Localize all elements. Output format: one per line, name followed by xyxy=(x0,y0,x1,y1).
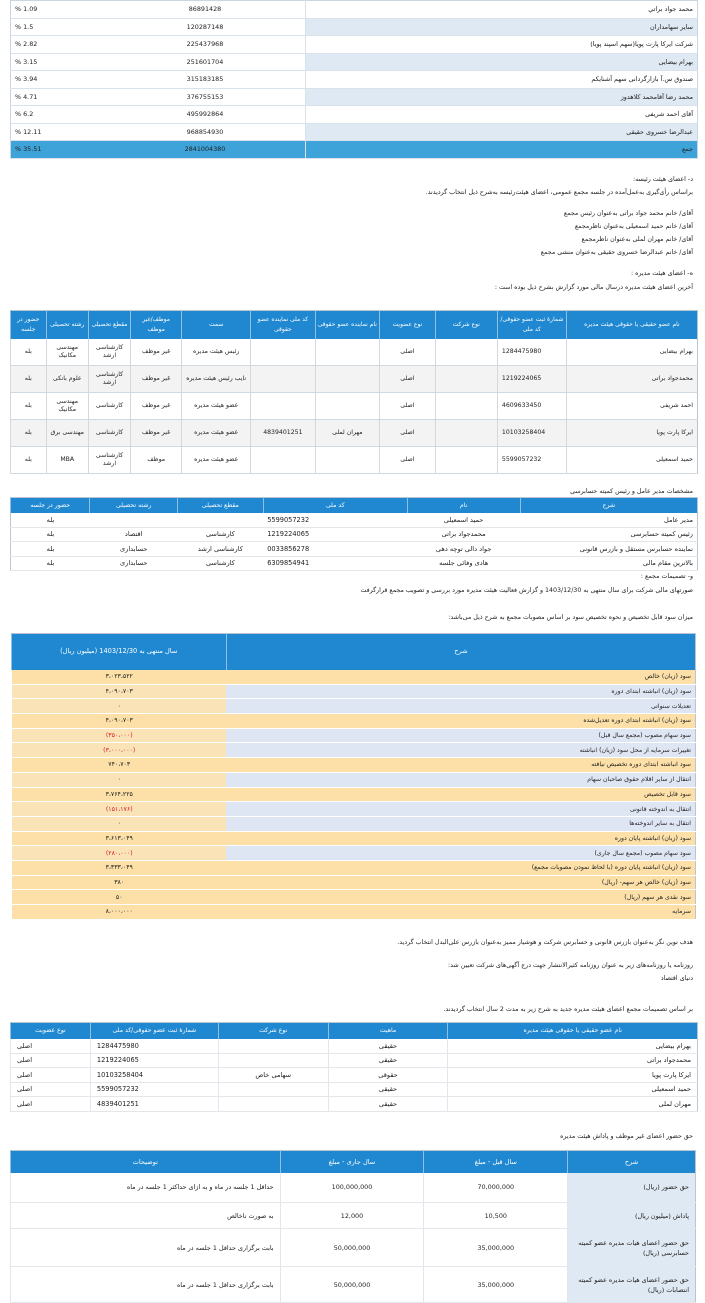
managers-cell: اقتصاد xyxy=(90,527,178,542)
remuneration-cell: پاداش (میلیون ریال) xyxy=(568,1203,696,1229)
shareholder-shares: 86891428 xyxy=(105,1,305,19)
profit-value: ۸،۰۰۰،۰۰۰ xyxy=(11,905,226,920)
profit-value: ۴،۰۹۰،۷۰۳ xyxy=(11,714,226,729)
board-cell xyxy=(315,447,379,474)
board-cell: مهندسی مکانیک xyxy=(46,339,88,366)
board-header: کد ملی نماینده عضو حقوقی xyxy=(251,311,315,339)
nominees-cell: 5599057232 xyxy=(90,1082,218,1097)
shareholder-shares: 2841004380 xyxy=(105,141,305,159)
table-row xyxy=(11,447,698,474)
nominees-cell: مهران لملی xyxy=(448,1097,698,1112)
profit-head-desc: شرح xyxy=(226,634,695,670)
presidium-line: آقای/ خانم مهران لملی به‌عنوان ناظرمجمع xyxy=(581,236,693,243)
board-header: مقطع تحصیلی xyxy=(88,311,130,339)
presidium-line: آقای/ خانم حمید اسمعیلی به‌عنوان ناظرمجمع xyxy=(574,223,693,230)
board-cell xyxy=(251,366,315,393)
table-row xyxy=(11,699,696,714)
shareholder-pct: % 35.51 xyxy=(11,141,106,159)
nominees-cell: حمید اسمعیلی xyxy=(448,1082,698,1097)
managers-cell xyxy=(178,513,264,528)
table-row xyxy=(11,860,696,875)
board-cell: غیر موظف xyxy=(131,339,182,366)
board-cell: غیر موظف xyxy=(131,393,182,420)
table-row xyxy=(11,88,698,106)
profit-desc: تغییرات سرمایه از محل سود (زیان) انباشته xyxy=(226,743,695,758)
nominees-cell xyxy=(218,1097,328,1112)
nominees-header: ماهیت xyxy=(328,1023,448,1039)
board-cell: علوم بانکی xyxy=(46,366,88,393)
managers-cell: جواد دالی توچه دهی xyxy=(407,542,520,557)
table-row xyxy=(11,339,698,366)
managers-table xyxy=(10,497,698,571)
profit-value: (۲۸۰،۰۰۰) xyxy=(11,846,226,861)
remuneration-cell: حق حضور اعضای هیات مدیره عضو کمیته انتصابات (ریال) xyxy=(568,1267,696,1303)
table-row xyxy=(11,684,696,699)
table-row xyxy=(11,1,698,19)
shareholder-shares: 120287148 xyxy=(105,18,305,36)
managers-cell: مدیر عامل xyxy=(520,513,697,528)
remuneration-cell: 35,000,000 xyxy=(424,1229,568,1267)
profit-intro: میزان سود قابل تخصیص و نحوه تخصیص سود بر اساس مصوبات مجمع به شرح ذیل می‌باشد: xyxy=(448,614,693,621)
profit-desc: سود (زیان) انباشته ابتدای دوره تعدیل‌شده xyxy=(226,714,695,729)
remuneration-cell: بابت برگزاری حداقل 1 جلسه در ماه xyxy=(11,1229,281,1267)
managers-cell: بله xyxy=(11,527,90,542)
table-row xyxy=(11,420,698,447)
board-cell: کارشناسی xyxy=(88,420,130,447)
remuneration-header: سال قبل - مبلغ xyxy=(424,1151,568,1173)
nominees-cell xyxy=(218,1082,328,1097)
board-cell: بله xyxy=(11,366,47,393)
nominees-cell: حقیقی xyxy=(328,1097,448,1112)
board-cell xyxy=(435,447,497,474)
shareholder-shares: 251601704 xyxy=(105,53,305,71)
board-header: نام عضو حقیقی یا حقوقی هیئت مدیره xyxy=(566,311,697,339)
board-cell: 4839401251 xyxy=(251,420,315,447)
board-header: موظف/غیر موظف xyxy=(131,311,182,339)
table-row xyxy=(11,1229,696,1267)
table-row xyxy=(11,36,698,54)
board-cell: مهران لملی xyxy=(315,420,379,447)
table-row xyxy=(11,1097,698,1112)
table-row xyxy=(11,542,698,557)
board-cell: عضو هیئت مدیره xyxy=(182,420,251,447)
nominees-cell: اصلی xyxy=(11,1097,91,1112)
profit-desc: سود سهام مصوب (مجمع سال قبل) xyxy=(226,728,695,743)
table-row xyxy=(11,366,698,393)
board-header: نام نماینده عضو حقوقی xyxy=(315,311,379,339)
shareholder-name: سایر سهامداران xyxy=(305,18,697,36)
board-cell xyxy=(251,447,315,474)
managers-header: مقطع تحصیلی xyxy=(178,498,264,513)
board-cell: MBA xyxy=(46,447,88,474)
shareholders-table xyxy=(10,0,698,159)
nominees-cell: 10103258404 xyxy=(90,1068,218,1083)
shareholder-shares: 968854930 xyxy=(105,123,305,141)
table-row xyxy=(11,831,696,846)
nominees-cell: 4839401251 xyxy=(90,1097,218,1112)
shareholder-shares: 376755153 xyxy=(105,88,305,106)
table-row xyxy=(11,875,696,890)
table-row xyxy=(11,905,696,920)
shareholder-pct: % 6.2 xyxy=(11,106,106,124)
board-cell: احمد شریفی xyxy=(566,393,697,420)
remuneration-cell: 70,000,000 xyxy=(424,1173,568,1203)
table-row xyxy=(11,71,698,89)
managers-cell: کارشناسی ارشد xyxy=(178,542,264,557)
shareholder-name: محمد رضا آقامحمد کلاهدوز xyxy=(305,88,697,106)
nominees-cell: اصلی xyxy=(11,1053,91,1068)
board-cell xyxy=(435,366,497,393)
board-cell: حمید اسمعیلی xyxy=(566,447,697,474)
managers-cell: حسابداری xyxy=(90,542,178,557)
board-cell xyxy=(315,339,379,366)
shareholder-pct: % 1.09 xyxy=(11,1,106,19)
decisions-line: صورتهای مالی شرکت برای سال منتهی به 1403/12/30 و گزارش فعالیت هیئت مدیره مورد بررسی و تصویب مجمع قرارگرفت xyxy=(360,587,693,594)
managers-cell: 5599057232 xyxy=(263,513,407,528)
table-row xyxy=(11,728,696,743)
profit-desc: انتقال به اندوخته قانونی xyxy=(226,802,695,817)
remuneration-cell: حق حضور اعضای هیات مدیره عضو کمیته حسابرسی (ریال) xyxy=(568,1229,696,1267)
decisions-title: و- تصمیمات مجمع : xyxy=(640,573,693,580)
managers-header: شرح xyxy=(520,498,697,513)
managers-cell: بله xyxy=(11,513,90,528)
managers-cell: بله xyxy=(11,556,90,571)
nominees-cell: اصلی xyxy=(11,1068,91,1083)
nominees-cell: 1219224065 xyxy=(90,1053,218,1068)
shareholder-pct: % 1.5 xyxy=(11,18,106,36)
shareholder-name: شرکت ایرکا پارت پویا(سهم اسپند پویا) xyxy=(305,36,697,54)
board-header: شمارهٔ ثبت عضو حقوقی/کد ملی xyxy=(497,311,566,339)
board-cell xyxy=(435,339,497,366)
table-row xyxy=(11,513,698,528)
profit-value: ۰ xyxy=(11,699,226,714)
table-row xyxy=(11,1053,698,1068)
managers-cell: کارشناسی xyxy=(178,556,264,571)
profit-value: ۳۸۰ xyxy=(11,875,226,890)
table-row xyxy=(11,1203,696,1229)
nominees-cell: اصلی xyxy=(11,1039,91,1054)
profit-value: (۳۵۰،۰۰۰) xyxy=(11,728,226,743)
board-cell: اصلی xyxy=(380,366,436,393)
managers-header: حضور در جلسه xyxy=(11,498,90,513)
profit-value: ۳،۰۲۳،۵۲۲ xyxy=(11,670,226,685)
remuneration-cell: 50,000,000 xyxy=(280,1267,424,1303)
nominees-cell: حقیقی xyxy=(328,1053,448,1068)
shareholder-name: محمد جواد براتي xyxy=(305,1,697,19)
board-cell: بله xyxy=(11,447,47,474)
nominees-cell: سهامی خاص xyxy=(218,1068,328,1083)
board-cell xyxy=(435,420,497,447)
nominees-header: نوع عضویت xyxy=(11,1023,91,1039)
board-header: نوع عضویت xyxy=(380,311,436,339)
total-row xyxy=(11,141,698,159)
table-row xyxy=(11,106,698,124)
board-cell: بله xyxy=(11,420,47,447)
board-cell xyxy=(315,393,379,420)
table-row xyxy=(11,758,696,773)
table-row xyxy=(11,890,696,905)
board-cell: نایب رئیس هیئت مدیره xyxy=(182,366,251,393)
nominees-cell: حقیقی xyxy=(328,1039,448,1054)
profit-value: ۴،۰۹۰،۷۰۳ xyxy=(11,684,226,699)
nominees-cell: ایرکا پارت پویا xyxy=(448,1068,698,1083)
managers-header: نام xyxy=(407,498,520,513)
shareholder-name: صندوق س.آ بازارگردانی سهم آشنایکم xyxy=(305,71,697,89)
board-section-intro: آخرین اعضای هیئت مدیره درسال مالی مورد گزارش بشرح ذیل بوده است : xyxy=(494,284,693,291)
managers-cell: 6309854941 xyxy=(263,556,407,571)
remuneration-cell: 10,500 xyxy=(424,1203,568,1229)
shareholder-shares: 495992864 xyxy=(105,106,305,124)
remuneration-cell: حق حضور (ریال) xyxy=(568,1173,696,1203)
board-header: حضور در جلسه xyxy=(11,311,47,339)
profit-desc: سود (زیان) خالص هر سهم- (ریال) xyxy=(226,875,695,890)
table-row xyxy=(11,816,696,831)
board-cell: کارشناسی ارشد xyxy=(88,447,130,474)
table-row xyxy=(11,1173,696,1203)
nominees-cell: بهرام بیضایی xyxy=(448,1039,698,1054)
board-cell: بهرام بیضایی xyxy=(566,339,697,366)
profit-value: ۰ xyxy=(11,772,226,787)
board-cell xyxy=(435,393,497,420)
table-row xyxy=(11,527,698,542)
profit-desc: انتقال به سایر اندوخته‌ها xyxy=(226,816,695,831)
table-row xyxy=(11,1267,696,1303)
remuneration-title: حق حضور اعضای غیر موظف و پاداش هیئت مدیره xyxy=(560,1133,693,1140)
managers-cell xyxy=(90,513,178,528)
remuneration-cell: 100,000,000 xyxy=(280,1173,424,1203)
remuneration-header: شرح xyxy=(568,1151,696,1173)
managers-cell: حمید اسمعیلی xyxy=(407,513,520,528)
managers-cell: محمدجواد براتی xyxy=(407,527,520,542)
table-row xyxy=(11,772,696,787)
table-row xyxy=(11,714,696,729)
profit-value: ۳،۳۳۳،۰۴۹ xyxy=(11,860,226,875)
shareholder-pct: % 12.11 xyxy=(11,123,106,141)
board-cell: بله xyxy=(11,339,47,366)
board-table xyxy=(10,310,698,474)
board-cell: 1284475980 xyxy=(497,339,566,366)
board-cell: غیر موظف xyxy=(131,366,182,393)
table-row xyxy=(11,393,698,420)
table-row xyxy=(11,670,696,685)
table-row xyxy=(11,846,696,861)
shareholder-name: جمع xyxy=(305,141,697,159)
managers-header: رشته تحصیلی xyxy=(90,498,178,513)
shareholder-name: آقای احمد شریفی xyxy=(305,106,697,124)
profit-desc: انتقال از سایر اقلام حقوق صاحبان سهام xyxy=(226,772,695,787)
new-board-intro: بر اساس تصمیمات مجمع اعضای هیئت مدیره جدید به شرح زیر به مدت 2 سال انتخاب گردیدند. xyxy=(443,1006,693,1013)
managers-cell: 0033856278 xyxy=(263,542,407,557)
board-cell: موظف xyxy=(131,447,182,474)
profit-value: ۵۰ xyxy=(11,890,226,905)
managers-cell: بله xyxy=(11,542,90,557)
profit-head-value: سال منتهی به 1403/12/30 (میلیون ریال) xyxy=(11,634,226,670)
table-row xyxy=(11,1068,698,1083)
board-header: سمت xyxy=(182,311,251,339)
table-row xyxy=(11,743,696,758)
board-section-title: ه- اعضای هیئت مدیره : xyxy=(630,270,693,277)
board-cell: 4609633450 xyxy=(497,393,566,420)
table-row xyxy=(11,18,698,36)
presidium-line: آقای/ خانم عبدالرضا خسروی حقیقی به‌عنوان منشی مجمع xyxy=(540,249,693,256)
board-cell: عضو هیئت مدیره xyxy=(182,393,251,420)
board-cell: اصلی xyxy=(380,393,436,420)
managers-cell: کارشناسی xyxy=(178,527,264,542)
profit-desc: سود (زیان) خالص xyxy=(226,670,695,685)
board-cell: عضو هیئت مدیره xyxy=(182,447,251,474)
managers-cell: رئیس کمیته حسابرسی xyxy=(520,527,697,542)
managers-cell: 1219224065 xyxy=(263,527,407,542)
profit-desc: سود (زیان) انباشته پایان دوره xyxy=(226,831,695,846)
board-header: رشته تحصیلی xyxy=(46,311,88,339)
managers-cell: بالاترین مقام مالی xyxy=(520,556,697,571)
nominees-cell xyxy=(218,1039,328,1054)
profit-desc: تعدیلات سنواتی xyxy=(226,699,695,714)
profit-desc: سود (زیان) انباشته پایان دوره (با لحاظ نمودن مصوبات مجمع) xyxy=(226,860,695,875)
shareholder-pct: % 4.71 xyxy=(11,88,106,106)
managers-header: کد ملی xyxy=(263,498,407,513)
newspaper-name: دنیای اقتصاد xyxy=(660,975,693,982)
board-cell: 1219224065 xyxy=(497,366,566,393)
board-cell: 5599057232 xyxy=(497,447,566,474)
remuneration-cell: 12,000 xyxy=(280,1203,424,1229)
board-cell: محمدجواد براتی xyxy=(566,366,697,393)
nominees-cell: حقیقی xyxy=(328,1082,448,1097)
presidium-line: آقای/ خانم محمد جواد براتی به‌عنوان رئیس مجمع xyxy=(563,210,693,217)
profit-desc: سود نقدی هر سهم (ریال) xyxy=(226,890,695,905)
nominees-cell: اصلی xyxy=(11,1082,91,1097)
remuneration-header: سال جاری - مبلغ xyxy=(280,1151,424,1173)
table-row xyxy=(11,556,698,571)
presidium-title: د- اعضای هیئت رئیسه: xyxy=(632,176,693,183)
remuneration-cell: به صورت ناخالص xyxy=(11,1203,281,1229)
board-cell: اصلی xyxy=(380,420,436,447)
table-row xyxy=(11,123,698,141)
profit-value: ۳،۶۱۳،۰۴۹ xyxy=(11,831,226,846)
board-cell: غیر موظف xyxy=(131,420,182,447)
board-cell: بله xyxy=(11,393,47,420)
nominees-header: نوع شرکت xyxy=(218,1023,328,1039)
table-row xyxy=(11,1039,698,1054)
shareholder-shares: 315183185 xyxy=(105,71,305,89)
profit-desc: سود انباشته ابتدای دوره تخصیص نیافته xyxy=(226,758,695,773)
managers-cell: حسابداری xyxy=(90,556,178,571)
board-cell: مهندسی برق xyxy=(46,420,88,447)
profit-value: ۳،۷۶۴،۲۲۵ xyxy=(11,787,226,802)
newspaper-line: روزنامه یا روزنامه‌های زیر به عنوان روزنامه کثیرالانتشار جهت درج آگهی‌های شرکت تعیین شد: xyxy=(448,962,693,969)
managers-cell: هادی وفائی جلسه xyxy=(407,556,520,571)
nominees-cell: حقوقی xyxy=(328,1068,448,1083)
nominees-cell: 1284475980 xyxy=(90,1039,218,1054)
managers-title: مشخصات مدیر عامل و رئیس کمیته حسابرسی xyxy=(570,488,693,495)
shareholder-shares: 225437968 xyxy=(105,36,305,54)
profit-desc: سرمایه xyxy=(226,905,695,920)
board-cell: ایرکا پارت پویا xyxy=(566,420,697,447)
auditor-line: هدف نوین نگر به‌عنوان بازرس قانونی و حسابرس شرکت و هوشیار ممیز به‌عنوان بازرس علی‌البدل انتخاب گردید. xyxy=(397,939,693,946)
profit-value: (۱۵۱،۱۷۶) xyxy=(11,802,226,817)
profit-desc: سود (زیان) انباشته ابتدای دوره xyxy=(226,684,695,699)
remuneration-cell: بابت برگزاری حداقل 1 جلسه در ماه xyxy=(11,1267,281,1303)
new-board-table xyxy=(10,1022,698,1112)
board-header: نوع شرکت xyxy=(435,311,497,339)
profit-allocation-table xyxy=(10,633,696,920)
board-cell: اصلی xyxy=(380,339,436,366)
shareholder-pct: % 2.82 xyxy=(11,36,106,54)
board-cell xyxy=(251,393,315,420)
board-cell: کارشناسی xyxy=(88,393,130,420)
board-cell xyxy=(251,339,315,366)
board-cell: 10103258404 xyxy=(497,420,566,447)
nominees-cell: محمدجواد براتی xyxy=(448,1053,698,1068)
managers-cell: نماینده حسابرس مستقل و بازرس قانونی xyxy=(520,542,697,557)
profit-desc: سود سهام مصوب (مجمع سال جاری) xyxy=(226,846,695,861)
shareholder-pct: % 3.94 xyxy=(11,71,106,89)
remuneration-cell: 50,000,000 xyxy=(280,1229,424,1267)
remuneration-table xyxy=(10,1150,696,1303)
presidium-intro: براساس رأی‌گیری به‌عمل‌آمده در جلسه مجمع عمومی، اعضای هیئت‌رئیسه به‌شرح ذیل انتخاب گردیدند. xyxy=(425,189,693,196)
table-row xyxy=(11,787,696,802)
shareholder-name: عبدالرضا خسروی حقیقی xyxy=(305,123,697,141)
nominees-header: نام عضو حقیقی یا حقوقی هیئت مدیره xyxy=(448,1023,698,1039)
remuneration-cell: 35,000,000 xyxy=(424,1267,568,1303)
board-cell: مهندسی مکانیک xyxy=(46,393,88,420)
profit-value: ۷۴۰،۷۰۳ xyxy=(11,758,226,773)
shareholder-pct: % 3.15 xyxy=(11,53,106,71)
shareholder-name: بهرام بیضایی xyxy=(305,53,697,71)
table-row xyxy=(11,53,698,71)
board-cell: اصلی xyxy=(380,447,436,474)
table-row xyxy=(11,802,696,817)
nominees-cell xyxy=(218,1053,328,1068)
profit-desc: سود قابل تخصیص xyxy=(226,787,695,802)
nominees-header: شمارهٔ ثبت عضو حقوقی/کد ملی xyxy=(90,1023,218,1039)
board-cell: کارشناسی ارشد xyxy=(88,339,130,366)
board-cell xyxy=(315,366,379,393)
remuneration-cell: حداقل 1 جلسه در ماه و به ازای حداکثر 1 جلسه در ماه xyxy=(11,1173,281,1203)
table-row xyxy=(11,1082,698,1097)
remuneration-header: توضیحات xyxy=(11,1151,281,1173)
board-cell: کارشناسی ارشد xyxy=(88,366,130,393)
profit-value: ۰ xyxy=(11,816,226,831)
board-cell: رئیس هیئت مدیره xyxy=(182,339,251,366)
profit-value: (۳،۰۰۰،۰۰۰) xyxy=(11,743,226,758)
